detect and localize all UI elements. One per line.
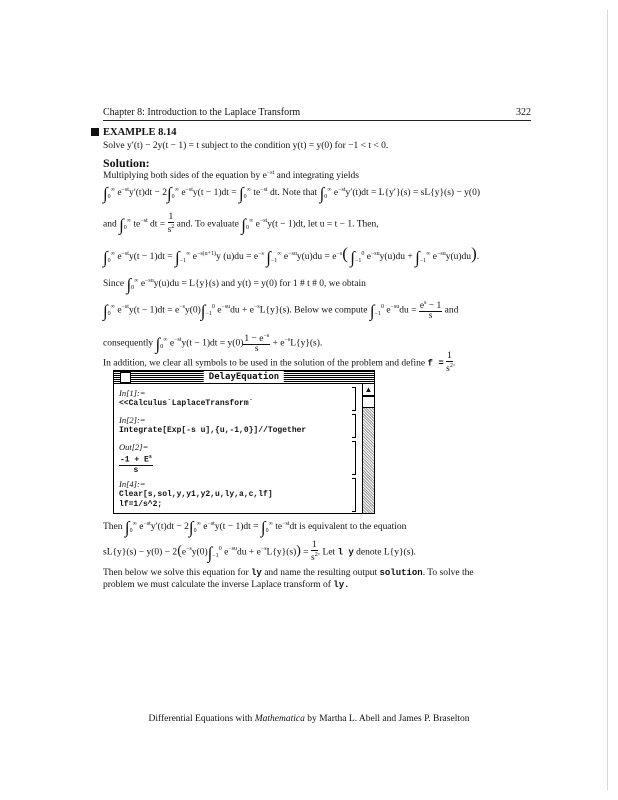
cell-input[interactable]: Clear[s,sol,y,y1,y2,u,ly,a,c,lf] (119, 490, 273, 499)
laplace-equation: $sL\{y\}(s) - y(0) - 2(e^{-s}y(0)\int_{-1}^0$ $e^{-su}du + e^{-s}L\{y\}(s)$) = $\frac{1}{s^2}$ . Let l y denote L{y}(s). (103, 540, 416, 564)
since-line: Since $\int_0^\infty$ $e^{-su}y(u)du = L\{y\}(s)$ and y(t) = y(0) for 1 # t # 0, we obtain (103, 275, 366, 294)
equation-4: $\int_0^\infty$ $e^{-st}y(t - 1)dt = e^{-s}y(0)\int_{-1}^0$ $e^{-su}du + e^{-s}L\{y\}(s)$. Below we compute $\int_{-1}^0$ $e^{-su}du$ = $\frac{e^s - 1}{s}$ and (103, 300, 459, 322)
equation-5: consequently $\int_0^\infty$ $e^{-st}y(t - 1)dt = y(0)$ $\frac{1 - e^{-s}}{s}$ + $e^{-s}L\{y\}(s)$. (103, 333, 323, 355)
equation-1: $\int_0^\infty$ $e^{-st}y'(t)dt - 2\int_0^\infty$ $e^{-st}y(t - 1)dt = \int_0^\infty$ $te^{-st}$ dt. Note that $\int_0^\infty$ $e^{-st}y'(t)dt = L\{y'\}(s) = sL\{y\}(s) - y(0)$ (103, 184, 481, 203)
cell-input[interactable]: lf=1/s^2; (119, 500, 163, 509)
example-heading: EXAMPLE 8.14 (91, 127, 177, 138)
problem-statement: Solve y′(t) − 2y(t − 1) = t subject to the condition y(t) = y(0) for −1 < t < 0. (103, 141, 389, 151)
chapter-title: Chapter 8: Introduction to the Laplace Transform (103, 107, 301, 118)
cell-input[interactable]: Integrate[Exp[-s u],{u,-1,0}]//Together (119, 426, 307, 435)
cell-output: $\frac{-1 + E^s}{s}$ (120, 454, 152, 475)
cell-label: Out[2]= (119, 442, 149, 452)
cell-bracket[interactable] (352, 441, 356, 475)
vertical-scrollbar[interactable] (362, 384, 374, 513)
final-paragraph-line1: Then below we solve this equation for ly and name the resulting output solution. To solve the (103, 568, 474, 578)
cell-label: In[4]:= (119, 479, 146, 489)
final-paragraph-line2: problem we must calculate the inverse Laplace transform of ly. (103, 580, 350, 590)
notebook-window[interactable] (113, 370, 375, 514)
header-rule (103, 120, 531, 121)
cell-bracket[interactable] (352, 478, 356, 512)
page-number: 322 (516, 107, 531, 118)
scroll-thumb[interactable] (363, 396, 374, 408)
close-box-icon[interactable] (120, 372, 131, 383)
scroll-up-arrow-icon[interactable]: ▲ (364, 385, 373, 394)
cell-input[interactable]: <<Calculus`LaplaceTransform` (119, 399, 254, 408)
then-line: Then $\int_0^\infty$ $e^{-st}y'(t)dt - 2\int_0^\infty$ $e^{-st}y(t - 1)dt = \int_0^\infty$ $te^{-st}dt$ is equivalent to the equation (103, 518, 407, 537)
window-title: DelayEquation (204, 371, 284, 383)
square-bullet-icon (91, 128, 99, 136)
title-bar[interactable] (114, 371, 374, 384)
cell-bracket[interactable] (352, 387, 356, 411)
page-footer: Differential Equations with Mathematica by Martha L. Abell and James P. Braselton (148, 714, 470, 724)
running-header (103, 107, 531, 120)
intro-line: Multiplying both sides of the equation by $e^{-st}$ and integrating yields (103, 170, 359, 182)
cell-bracket[interactable] (352, 414, 356, 438)
equation-2: and $\int_0^\infty$ $te^{-st}$ dt = $\frac{1}{s^2}$ and. To evaluate $\int_0^\infty$ $e^{-st}y(t - 1)dt$, let u = t − 1. Then, (103, 212, 379, 236)
page-edge (607, 10, 608, 790)
cell-label: In[2]:= (119, 415, 146, 425)
equation-3: $\int_0^\infty$ $e^{-st}y(t - 1)dt = \int_{-1}^\infty$ $e^{-s(u+1)}y$ $(u)du = e^{-s}$ $\int_{-1}^\infty$ $e^{-su}y(u)du = e^{-s}$( $\int_{-1}^0$ $e^{-su}y(u)du + \int_{-1}^\infty$ $e^{-su}y(u)du$). (103, 244, 480, 267)
solution-heading: Solution: (103, 156, 150, 170)
clear-symbols-line: In addition, we clear all symbols to be used in the solution of the problem and define f = $\frac{1}{s^2}$ . (103, 351, 456, 375)
cell-label: In[1]:= (119, 388, 146, 398)
notebook-cells (114, 384, 362, 513)
